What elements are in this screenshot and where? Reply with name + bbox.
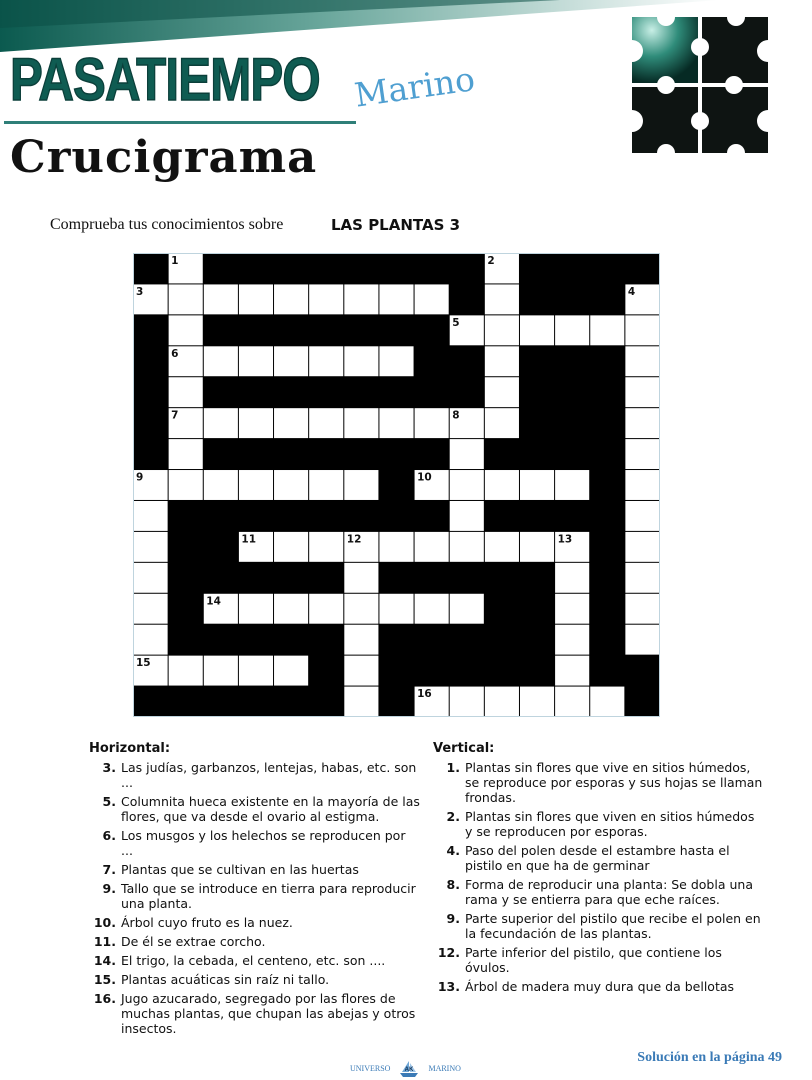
grid-cell bbox=[450, 501, 484, 531]
grid-cell bbox=[204, 470, 238, 500]
horizontal-clue bbox=[89, 794, 421, 824]
cell-number: 15 bbox=[136, 657, 151, 670]
clue-text: Plantas sin flores que viven en sitios húmedos y se reproducen por esporas. bbox=[465, 809, 755, 839]
grid-cell bbox=[134, 532, 168, 562]
clue-number: 1. bbox=[446, 760, 460, 775]
grid-cell bbox=[625, 439, 659, 469]
brand-title: PASATIEMPO bbox=[10, 46, 320, 113]
clue-text: Plantas que se cultivan en las huertas bbox=[121, 862, 359, 877]
grid-cell bbox=[309, 470, 343, 500]
grid-cell bbox=[309, 532, 343, 562]
clue-number: 8. bbox=[446, 877, 460, 892]
solution-note: Solución en la página 49 bbox=[637, 1050, 782, 1065]
vertical-clue bbox=[433, 843, 763, 873]
grid-cell bbox=[625, 532, 659, 562]
grid-cell bbox=[134, 501, 168, 531]
vertical-clue bbox=[433, 809, 763, 839]
grid-cell bbox=[520, 687, 554, 717]
grid-cell bbox=[169, 470, 203, 500]
grid-cell bbox=[204, 408, 238, 438]
grid-cell bbox=[169, 284, 203, 314]
horizontal-clue bbox=[89, 760, 421, 790]
grid-cell bbox=[625, 501, 659, 531]
grid-cell bbox=[239, 284, 273, 314]
credit-left: UNIVERSO bbox=[350, 1063, 391, 1073]
grid-cell bbox=[344, 656, 378, 686]
grid-cell bbox=[274, 346, 308, 376]
grid-cell bbox=[415, 532, 449, 562]
grid-cell bbox=[485, 346, 519, 376]
horizontal-clue bbox=[89, 991, 421, 1036]
grid-cell bbox=[485, 315, 519, 345]
grid-cell bbox=[625, 346, 659, 376]
clue-text: Las judías, garbanzos, lentejas, habas, etc. son ... bbox=[121, 760, 417, 790]
intro-text: Comprueba tus conocimientos sobre bbox=[50, 216, 284, 233]
grid-cell bbox=[274, 284, 308, 314]
clue-number: 11. bbox=[93, 934, 116, 949]
clue-text: Tallo que se introduce en tierra para reproducir una planta. bbox=[121, 881, 416, 911]
grid-cell bbox=[555, 656, 589, 686]
grid-cell bbox=[309, 594, 343, 624]
clue-text: Los musgos y los helechos se reproducen por ... bbox=[121, 828, 406, 858]
grid-cell bbox=[485, 377, 519, 407]
cell-number: 4 bbox=[627, 285, 636, 298]
grid-cell bbox=[450, 439, 484, 469]
clue-text: De él se extrae corcho. bbox=[121, 934, 266, 949]
grid-cell bbox=[590, 315, 624, 345]
grid-cell bbox=[274, 532, 308, 562]
grid-cell bbox=[134, 594, 168, 624]
horizontal-clue bbox=[89, 828, 421, 858]
grid-cell bbox=[450, 532, 484, 562]
cell-number: 16 bbox=[417, 688, 432, 701]
cell-number: 7 bbox=[171, 409, 179, 422]
clue-number: 10. bbox=[93, 915, 116, 930]
grid-cell bbox=[520, 315, 554, 345]
grid-cell bbox=[309, 284, 343, 314]
horizontal-clue-list bbox=[89, 760, 421, 1036]
grid-cell bbox=[344, 625, 378, 655]
clue-number: 7. bbox=[102, 862, 116, 877]
clue-number: 9. bbox=[102, 881, 116, 896]
brand-underline bbox=[4, 121, 356, 124]
clue-number: 6. bbox=[102, 828, 116, 843]
grid-cell bbox=[625, 594, 659, 624]
grid-cell bbox=[415, 594, 449, 624]
grid-cell bbox=[344, 470, 378, 500]
clue-text: Jugo azucarado, segregado por las flores de muchas plantas, que chupan las abejas y otros insectos. bbox=[121, 991, 416, 1036]
grid-cell bbox=[450, 470, 484, 500]
clue-number: 2. bbox=[446, 809, 460, 824]
grid-cell bbox=[379, 408, 413, 438]
vertical-clue-list bbox=[433, 760, 763, 994]
cell-number: 11 bbox=[241, 533, 257, 546]
clue-number: 5. bbox=[102, 794, 116, 809]
clue-text: Parte inferior del pistilo, que contiene los óvulos. bbox=[465, 945, 722, 975]
grid-cell bbox=[379, 284, 413, 314]
grid-cell bbox=[309, 346, 343, 376]
clue-text: Plantas acuáticas sin raíz ni tallo. bbox=[121, 972, 330, 987]
grid-cell bbox=[379, 594, 413, 624]
horizontal-clue bbox=[89, 862, 421, 877]
grid-cell bbox=[625, 315, 659, 345]
grid-cell bbox=[134, 563, 168, 593]
grid-cell bbox=[169, 656, 203, 686]
credit-right: MARINO bbox=[428, 1063, 461, 1073]
grid-cell bbox=[274, 408, 308, 438]
grid-cell bbox=[239, 656, 273, 686]
grid-cell bbox=[274, 656, 308, 686]
grid-cell bbox=[555, 315, 589, 345]
grid-cell bbox=[344, 594, 378, 624]
grid-cell bbox=[344, 687, 378, 717]
grid-cell bbox=[204, 284, 238, 314]
horizontal-clue bbox=[89, 953, 421, 968]
vertical-clue bbox=[433, 911, 763, 941]
vertical-clue bbox=[433, 979, 763, 994]
clue-text: Forma de reproducir una planta: Se dobla una rama y se entierra para que eche raíces. bbox=[465, 877, 753, 907]
horizontal-clues bbox=[89, 741, 421, 1040]
vertical-title: Vertical: bbox=[433, 741, 495, 756]
horizontal-title: Horizontal: bbox=[89, 741, 171, 756]
cell-number: 3 bbox=[136, 285, 144, 298]
section-title: Crucigrama bbox=[10, 132, 318, 183]
clue-text: Parte superior del pistilo que recibe el polen en la fecundación de las plantas. bbox=[465, 911, 761, 941]
grid-cell bbox=[555, 470, 589, 500]
grid-cell bbox=[239, 470, 273, 500]
clue-text: Árbol cuyo fruto es la nuez. bbox=[121, 915, 293, 930]
grid-cell bbox=[520, 470, 554, 500]
grid-cell bbox=[204, 656, 238, 686]
grid-cell bbox=[204, 346, 238, 376]
grid-cell bbox=[309, 408, 343, 438]
clue-number: 13. bbox=[437, 979, 460, 994]
grid-cell bbox=[450, 687, 484, 717]
grid-cell bbox=[555, 625, 589, 655]
puzzle-logo-icon bbox=[632, 17, 768, 153]
horizontal-clue bbox=[89, 881, 421, 911]
grid-cell bbox=[590, 687, 624, 717]
grid-cell bbox=[625, 408, 659, 438]
brand-subtitle: Marino bbox=[352, 59, 478, 115]
grid-cell bbox=[555, 563, 589, 593]
clue-text: Árbol de madera muy dura que da bellotas bbox=[465, 979, 735, 994]
clue-number: 4. bbox=[446, 843, 460, 858]
grid-cell bbox=[239, 594, 273, 624]
cell-number: 12 bbox=[346, 533, 362, 546]
horizontal-clue bbox=[89, 915, 421, 930]
cell-number: 2 bbox=[487, 255, 495, 267]
cell-number: 8 bbox=[452, 409, 460, 422]
grid-cell bbox=[379, 532, 413, 562]
vertical-clue bbox=[433, 760, 763, 805]
grid-cell bbox=[555, 594, 589, 624]
cell-number: 10 bbox=[417, 471, 432, 484]
cell-number: 6 bbox=[171, 347, 179, 360]
grid-cell bbox=[344, 408, 378, 438]
intro-topic: LAS PLANTAS 3 bbox=[331, 216, 461, 234]
clue-number: 3. bbox=[102, 760, 116, 775]
credit-logo bbox=[350, 1060, 461, 1078]
grid-cell bbox=[520, 532, 554, 562]
grid-cell bbox=[485, 470, 519, 500]
credit-mark: AK bbox=[405, 1067, 414, 1073]
grid-cell bbox=[379, 346, 413, 376]
clue-text: El trigo, la cebada, el centeno, etc. son .... bbox=[121, 953, 386, 968]
grid-cell bbox=[625, 625, 659, 655]
clue-text: Plantas sin flores que vive en sitios húmedos, se reproduce por esporas y sus hojas se llaman frondas. bbox=[465, 760, 763, 805]
clue-number: 14. bbox=[93, 953, 116, 968]
grid-cell bbox=[239, 408, 273, 438]
grid-cell bbox=[450, 594, 484, 624]
clue-number: 9. bbox=[446, 911, 460, 926]
grid-cell bbox=[625, 377, 659, 407]
vertical-clues bbox=[433, 741, 763, 998]
cell-number: 1 bbox=[171, 255, 179, 267]
horizontal-clue bbox=[89, 934, 421, 949]
grid-cell bbox=[344, 284, 378, 314]
grid-cell bbox=[415, 284, 449, 314]
cell-number: 5 bbox=[452, 316, 460, 329]
grid-cell bbox=[625, 470, 659, 500]
grid-cell bbox=[274, 594, 308, 624]
grid-cell bbox=[169, 377, 203, 407]
grid-cell bbox=[134, 625, 168, 655]
grid-cell bbox=[485, 408, 519, 438]
cell-number: 13 bbox=[557, 533, 573, 546]
grid-cell bbox=[485, 532, 519, 562]
grid-cell bbox=[415, 408, 449, 438]
cell-number: 14 bbox=[206, 595, 221, 608]
cell-number: 9 bbox=[136, 471, 144, 484]
grid-cell bbox=[344, 563, 378, 593]
ship-logo-icon bbox=[398, 1060, 420, 1078]
clue-number: 16. bbox=[93, 991, 116, 1006]
grid-cell bbox=[485, 284, 519, 314]
grid-cell bbox=[169, 439, 203, 469]
grid-cell bbox=[169, 315, 203, 345]
clue-number: 15. bbox=[93, 972, 116, 987]
clue-number: 12. bbox=[437, 945, 460, 960]
grid-cell bbox=[239, 346, 273, 376]
grid-cell bbox=[555, 687, 589, 717]
clue-text: Paso del polen desde el estambre hasta el pistilo en que ha de germinar bbox=[465, 843, 730, 873]
vertical-clue bbox=[433, 945, 763, 975]
grid-cell bbox=[485, 687, 519, 717]
grid-cell bbox=[625, 563, 659, 593]
horizontal-clue bbox=[89, 972, 421, 987]
grid-cell bbox=[344, 346, 378, 376]
grid-cell bbox=[274, 470, 308, 500]
clue-text: Columnita hueca existente en la mayoría de las flores, que va desde el ovario al estigma. bbox=[121, 794, 420, 824]
crossword-grid bbox=[133, 253, 660, 717]
vertical-clue bbox=[433, 877, 763, 907]
